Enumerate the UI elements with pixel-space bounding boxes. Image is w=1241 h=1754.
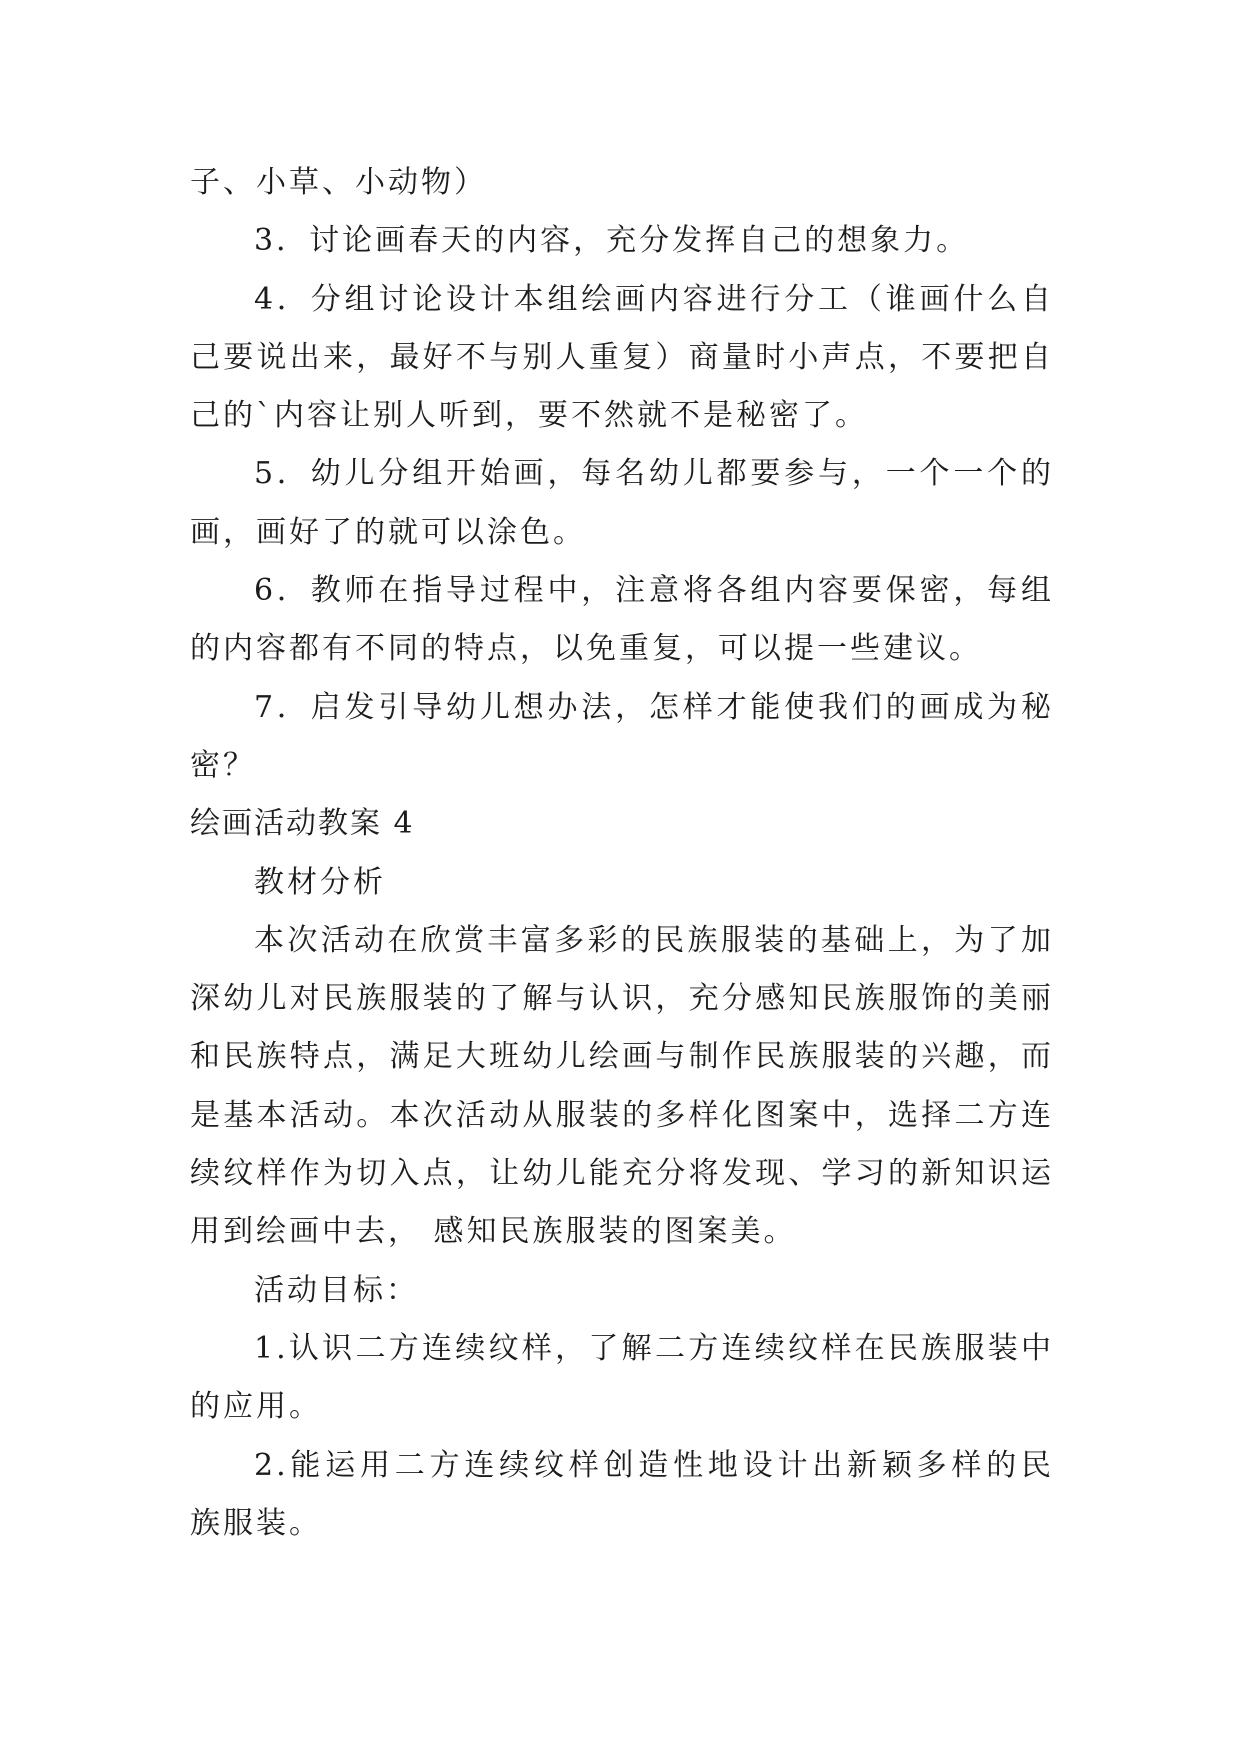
text-line: 本次活动在欣赏丰富多彩的民族服装的基础上，为了加 bbox=[254, 922, 1054, 958]
section-heading: 绘画活动教案 4 bbox=[190, 806, 415, 842]
paragraph-step-4 bbox=[190, 271, 1054, 446]
text-line: 5．幼儿分组开始画，每名幼儿都要参与，一个一个的 bbox=[254, 456, 1054, 492]
text-line: 4．分组讨论设计本组绘画内容进行分工（谁画什么自 bbox=[254, 281, 1054, 317]
paragraph-goal-2 bbox=[190, 1437, 1054, 1554]
text-line: 活动目标： bbox=[254, 1272, 419, 1308]
paragraph-step-6 bbox=[190, 562, 1054, 679]
subheading-material-analysis bbox=[190, 854, 1054, 912]
paragraph-material-analysis bbox=[190, 912, 1054, 1262]
text-line: 深幼儿对民族服装的了解与认识，充分感知民族服饰的美丽 bbox=[190, 981, 1054, 1017]
paragraph-step-7 bbox=[190, 679, 1054, 796]
text-line: 己的`内容让别人听到，要不然就不是秘密了。 bbox=[190, 398, 868, 434]
text-line: 2.能运用二方连续纹样创造性地设计出新颖多样的民 bbox=[254, 1447, 1054, 1483]
text-line: 和民族特点，满足大班幼儿绘画与制作民族服装的兴趣，而 bbox=[190, 1039, 1054, 1075]
paragraph-goal-1 bbox=[190, 1320, 1054, 1437]
text-line: 续纹样作为切入点，让幼儿能充分将发现、学习的新知识运 bbox=[190, 1156, 1054, 1192]
text-line: 用到绘画中去， 感知民族服装的图案美。 bbox=[190, 1214, 797, 1250]
text-line: 族服装。 bbox=[190, 1505, 322, 1541]
text-line: 己要说出来，最好不与别人重复）商量时小声点，不要把自 bbox=[190, 339, 1054, 375]
text-line: 子、小草、小动物） bbox=[190, 165, 487, 200]
document-body bbox=[190, 154, 1054, 1553]
paragraph-step-3 bbox=[190, 212, 1054, 270]
text-line: 3．讨论画春天的内容，充分发挥自己的想象力。 bbox=[254, 223, 970, 259]
paragraph-continuation bbox=[190, 154, 1054, 212]
text-line: 的应用。 bbox=[190, 1389, 322, 1425]
paragraph-step-5 bbox=[190, 445, 1054, 562]
text-line: 密？ bbox=[190, 747, 256, 783]
text-line: 是基本活动。本次活动从服装的多样化图案中，选择二方连 bbox=[190, 1097, 1054, 1133]
text-line: 7．启发引导幼儿想办法，怎样才能使我们的画成为秘 bbox=[254, 689, 1054, 725]
text-line: 1.认识二方连续纹样，了解二方连续纹样在民族服装中 bbox=[254, 1330, 1054, 1366]
text-line: 的内容都有不同的特点，以免重复，可以提一些建议。 bbox=[190, 631, 982, 667]
text-line: 画，画好了的就可以涂色。 bbox=[190, 514, 586, 550]
text-line: 6．教师在指导过程中，注意将各组内容要保密，每组 bbox=[254, 573, 1054, 609]
text-line: 教材分析 bbox=[254, 864, 386, 900]
subheading-activity-goals bbox=[190, 1262, 1054, 1320]
